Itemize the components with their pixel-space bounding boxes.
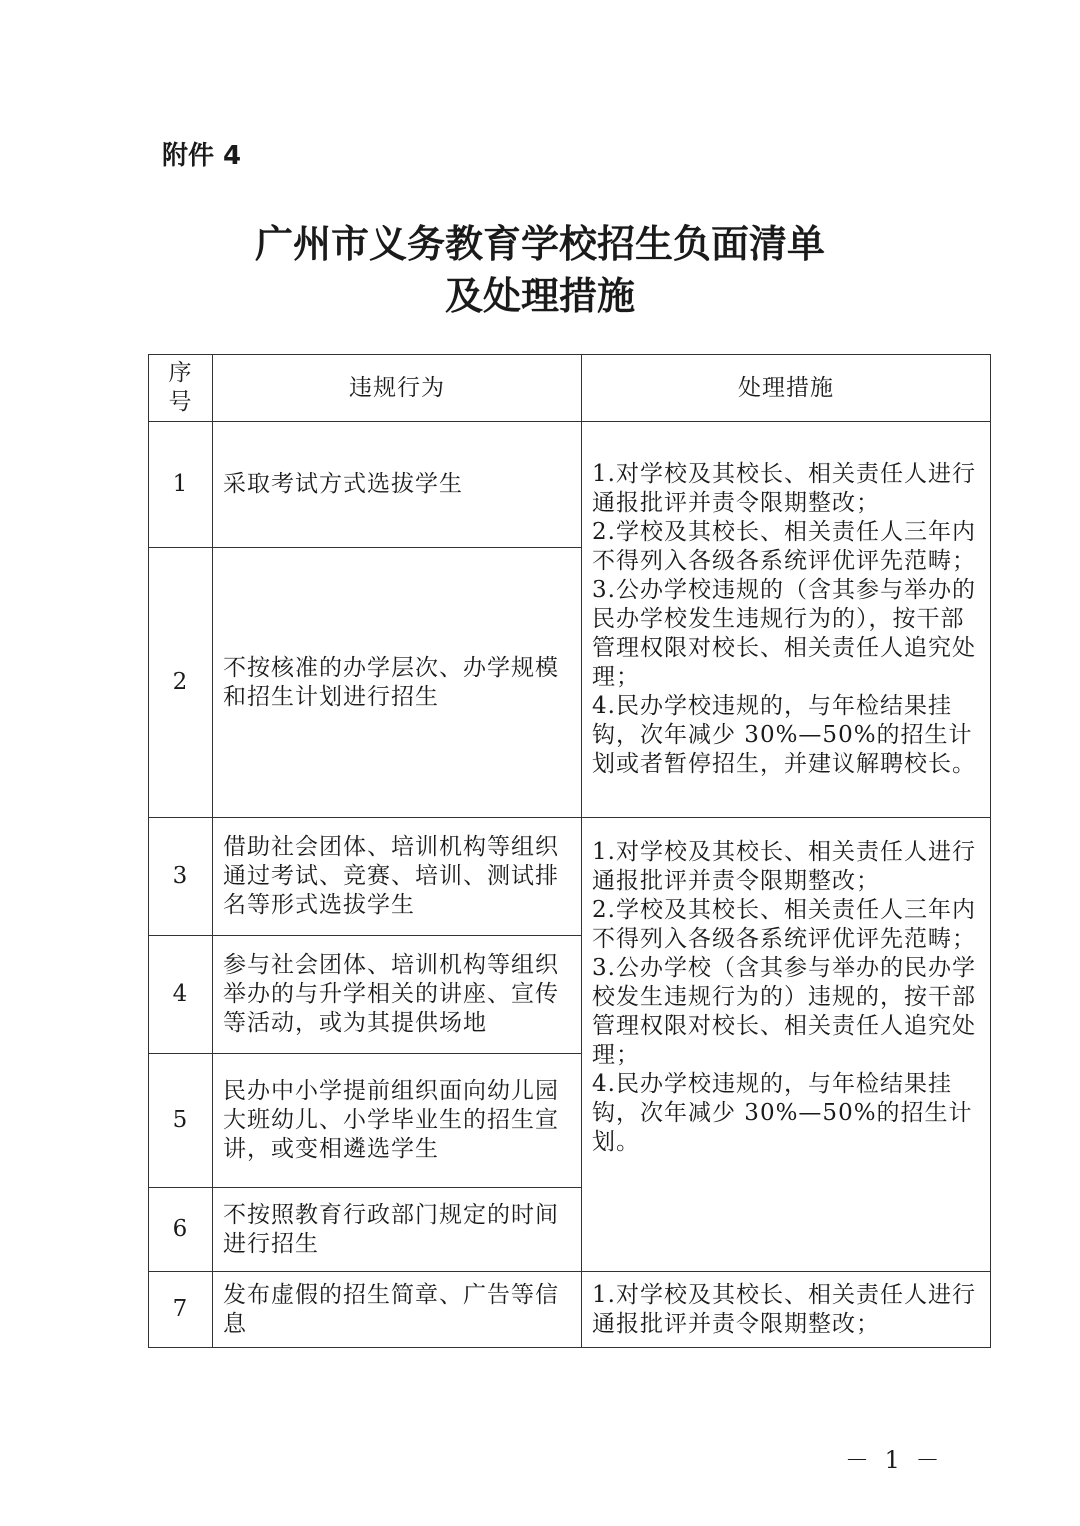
row-seq: 4 xyxy=(149,936,213,1054)
row-violation: 发布虚假的招生简章、广告等信息 xyxy=(213,1272,582,1348)
row-violation: 参与社会团体、培训机构等组织举办的与升学相关的讲座、宣传等活动，或为其提供场地 xyxy=(213,936,582,1054)
page-number: － 1 － xyxy=(845,1446,944,1474)
title-line-1: 广州市义务教育学校招生负面清单 xyxy=(254,222,825,266)
table-row xyxy=(149,818,991,936)
row-measure: 1.对学校及其校长、相关责任人进行通报批评并责令限期整改； 2.学校及其校长、相关责任人三年内不得列入各级各系统评优评先范畴； 3.公办学校（含其参与举办的民办学校发生违规行为的）违规的，按干部管理权限对校长、相关责任人追究处理； 4.民办学校违规的，与年检结果挂钩，次年减少 30%—50%的招生计划。 xyxy=(582,818,991,1272)
column-header-seq: 序号 xyxy=(149,355,213,422)
row-violation: 采取考试方式选拔学生 xyxy=(213,422,582,548)
table-header-row xyxy=(149,355,991,422)
row-seq: 6 xyxy=(149,1188,213,1272)
row-seq: 3 xyxy=(149,818,213,936)
page-title xyxy=(0,218,1080,322)
row-measure: 1.对学校及其校长、相关责任人进行通报批评并责令限期整改； xyxy=(582,1272,991,1348)
table-row xyxy=(149,1272,991,1348)
row-violation: 民办中小学提前组织面向幼儿园大班幼儿、小学毕业生的招生宣讲，或变相遴选学生 xyxy=(213,1054,582,1188)
table-row xyxy=(149,422,991,548)
attachment-label: 附件 4 xyxy=(162,141,242,171)
row-measure: 1.对学校及其校长、相关责任人进行通报批评并责令限期整改； 2.学校及其校长、相关责任人三年内不得列入各级各系统评优评先范畴； 3.公办学校违规的（含其参与举办的民办学校发生违规行为的），按干部管理权限对校长、相关责任人追究处理； 4.民办学校违规的，与年检结果挂钩，次年减少 30%—50%的招生计划或者暂停招生，并建议解聘校长。 xyxy=(582,422,991,818)
column-header-violation: 违规行为 xyxy=(213,355,582,422)
negative-list-table xyxy=(148,354,991,1348)
row-seq: 2 xyxy=(149,548,213,818)
row-violation: 借助社会团体、培训机构等组织通过考试、竞赛、培训、测试排名等形式选拔学生 xyxy=(213,818,582,936)
row-violation: 不按照教育行政部门规定的时间进行招生 xyxy=(213,1188,582,1272)
column-header-measure: 处理措施 xyxy=(582,355,991,422)
row-seq: 1 xyxy=(149,422,213,548)
row-seq: 5 xyxy=(149,1054,213,1188)
title-line-2: 及处理措施 xyxy=(444,274,635,318)
row-violation: 不按核准的办学层次、办学规模和招生计划进行招生 xyxy=(213,548,582,818)
row-seq: 7 xyxy=(149,1272,213,1348)
